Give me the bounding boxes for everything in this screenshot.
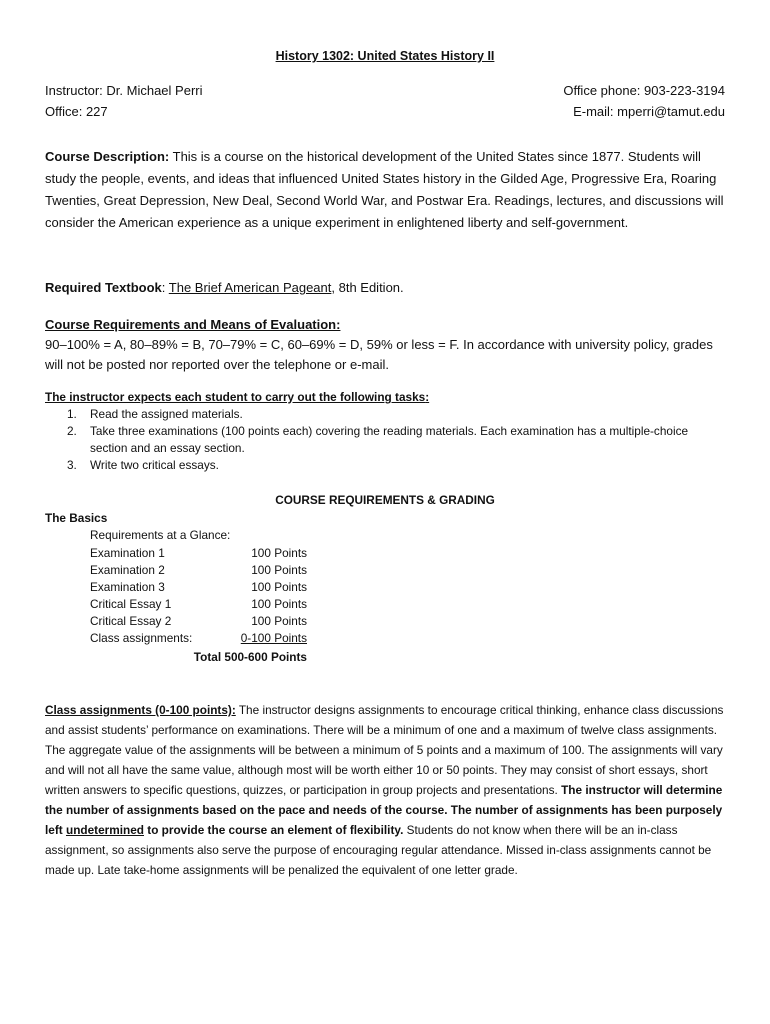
task-list xyxy=(45,388,725,474)
glance-label: Requirements at a Glance: xyxy=(90,528,231,542)
textbook-label: Required Textbook xyxy=(45,280,162,295)
class-assignments-label: Class assignments (0-100 points): xyxy=(45,703,236,717)
course-description xyxy=(45,146,725,234)
textbook-edition: , 8th Edition. xyxy=(331,280,404,295)
office-number: Office: 227 xyxy=(45,104,108,119)
grade-item-points: 100 Points xyxy=(251,563,307,577)
list-number: 3. xyxy=(67,458,77,472)
tasks-heading: The instructor expects each student to carry out the following tasks xyxy=(45,390,426,404)
grading-scale: 90–100% = A, 80–89% = B, 70–79% = C, 60–69% = D, 59% or less = F. In accordance with university policy, grades will not be posted nor reported over the telephone or e-mail. xyxy=(45,337,713,372)
assignments-bold-2: to provide the course an element of flexibility. xyxy=(143,823,404,837)
list-text: Take three examinations (100 points each) covering the reading materials. Each examination has a multiple-choice section and an essay section. xyxy=(90,424,689,455)
list-number: 1. xyxy=(67,407,77,421)
grade-total: Total 500-600 Points xyxy=(193,650,307,664)
grade-item-points: 100 Points xyxy=(251,546,307,560)
course-description-text: This is a course on the historical development of the United States since 1877. Students will study the people, events, and ideas that influenced United States history in the Gilded Age, Progressive Era, Roaring Twenties, Great Depression, New Deal, Second World War, and Postwar Era. Readings, lectures, and discussions will consider the American experience as a unique experiment in enlightened liberty and self-government. xyxy=(45,149,724,230)
grading-heading: COURSE REQUIREMENTS & GRADING xyxy=(275,493,495,507)
requirements-heading: Course Requirements and Means of Evaluation: xyxy=(45,317,341,332)
grade-item-name: Class assignments: xyxy=(90,631,193,645)
course-requirements xyxy=(45,315,725,375)
list-number: 2. xyxy=(67,424,77,438)
basics-heading: The Basics xyxy=(45,511,108,525)
grade-item-name: Examination 1 xyxy=(90,546,165,560)
list-text: Read the assigned materials. xyxy=(90,407,243,421)
list-text: Write two critical essays. xyxy=(90,458,219,472)
list-item xyxy=(45,457,725,474)
textbook-title: The Brief American Pageant xyxy=(168,280,332,295)
tasks-colon: : xyxy=(425,390,430,404)
grade-item-points: 100 Points xyxy=(251,614,307,628)
assignments-text-1: The instructor designs assignments to encourage critical thinking, enhance class discussions and assist students’ performance on examinations. There will be a minimum of one and a maximum of twelve class assignments. The aggregate value of the assignments will be between a minimum of 5 points and a maximum of 100. The assignments will vary and will not all have the same value, although most will be worth either 10 or 50 points. They may consist of short essays, short written answers to specific questions, quizzes, or participation in group projects and presentations. xyxy=(45,703,724,797)
course-description-label: Course Description: xyxy=(45,149,170,164)
list-item xyxy=(45,406,725,423)
class-assignments-section xyxy=(45,700,725,880)
grade-item-name: Examination 3 xyxy=(90,580,165,594)
office-phone: Office phone: 903-223-3194 xyxy=(563,83,725,98)
email-address: E-mail: mperri@tamut.edu xyxy=(573,104,725,119)
page-title: History 1302: United States History II xyxy=(275,49,495,63)
assignments-bold-1: The instructor will determine the number of assignments based on the pace and needs of the course. The number of assignments has been purposely left xyxy=(45,783,723,837)
assignments-undetermined: undetermined xyxy=(65,823,144,837)
assignments-text-2: Students do not know when there will be an in-class assignment, so assignments also serve the purpose of encouraging regular attendance. Missed in-class assignments cannot be made up. Late take-home assignments will be penalized the equivalent of one letter grade. xyxy=(45,823,712,877)
instructor-name: Instructor: Dr. Michael Perri xyxy=(45,83,203,98)
grade-item-points: 100 Points xyxy=(251,580,307,594)
grade-item-points: 0-100 Points xyxy=(240,631,307,645)
textbook-colon: : xyxy=(161,280,169,295)
grade-item-name: Examination 2 xyxy=(90,563,165,577)
grade-item-name: Critical Essay 2 xyxy=(90,614,172,628)
grade-item-name: Critical Essay 1 xyxy=(90,597,172,611)
list-item xyxy=(45,423,725,457)
grade-item-points: 100 Points xyxy=(251,597,307,611)
required-textbook xyxy=(45,277,725,299)
